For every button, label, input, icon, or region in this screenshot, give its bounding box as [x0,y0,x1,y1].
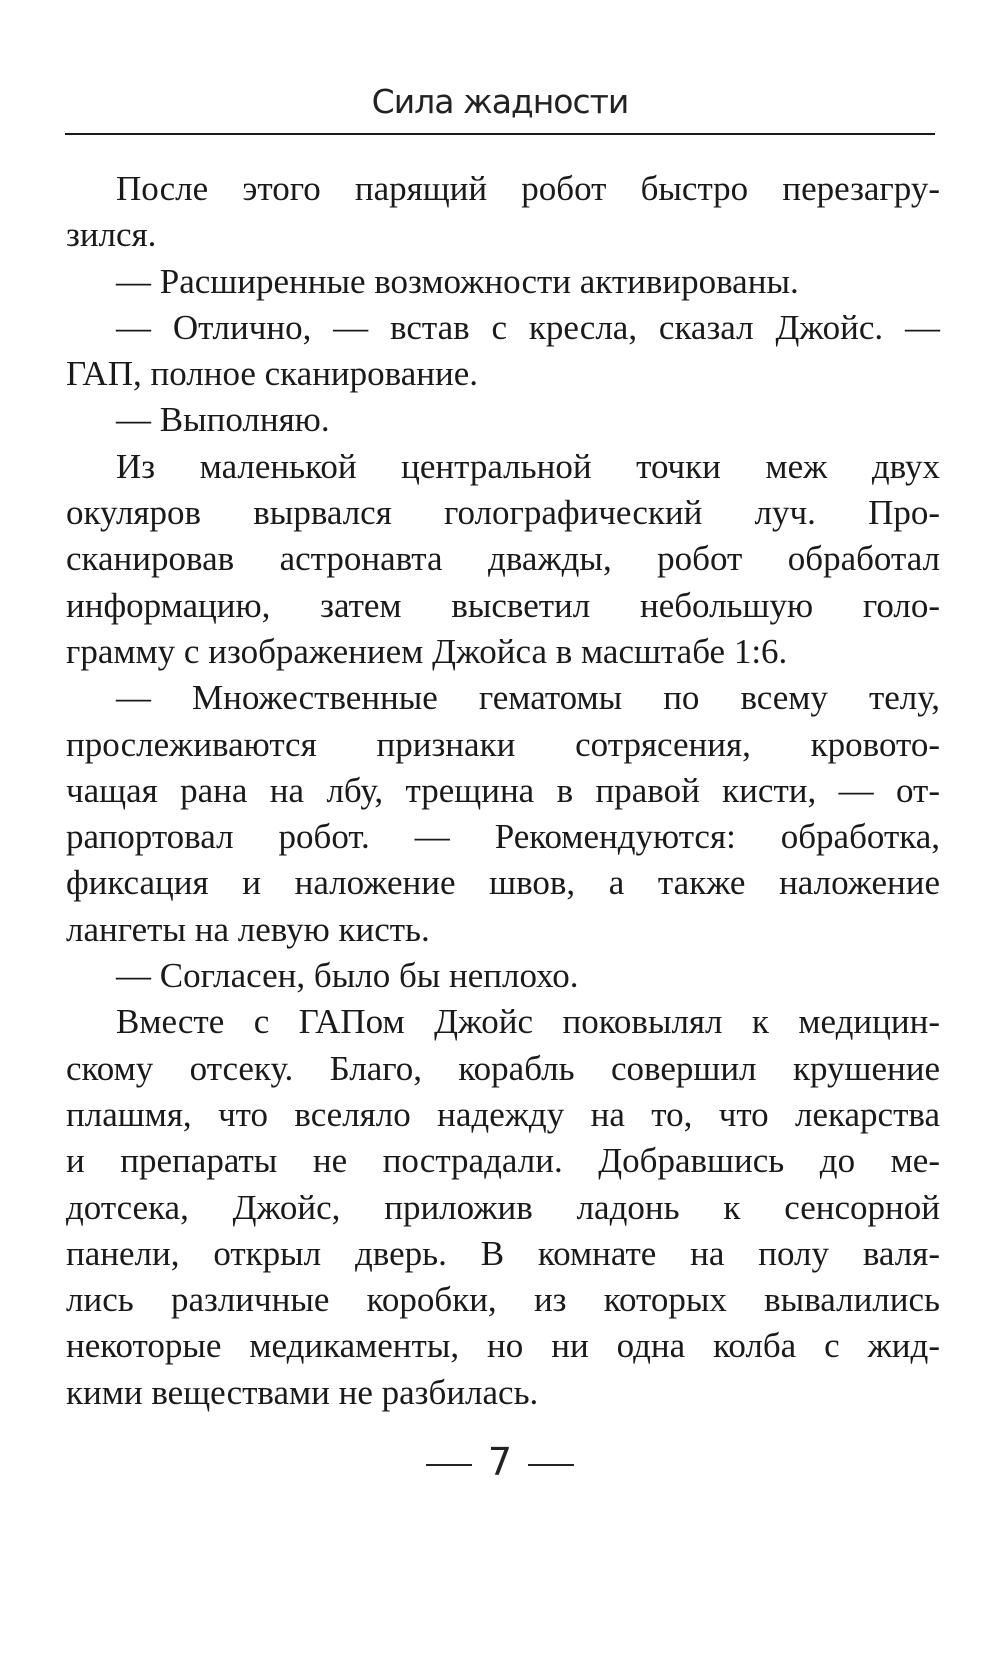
text-line: — Расширенные возможности активированы. [116,261,799,301]
text-line: дотсека, Джойс, приложив ладонь к сенсорной [66,1187,940,1227]
text-line: Вместе с ГАПом Джойс поковылял к медицин- [116,1002,940,1042]
paragraph [66,166,940,259]
paragraph [66,444,940,675]
text-line: лись различные коробки, из которых вывалились [66,1280,940,1320]
text-line: скому отсеку. Благо, корабль совершил крушение [66,1048,940,1088]
text-line: — Согласен, было бы неплохо. [116,956,579,996]
folio-dash-right [528,1464,574,1466]
text-line: Из маленькой центральной точки меж двух [116,446,940,486]
page-number-footer [0,1440,1000,1484]
text-line: панели, открыл дверь. В комнате на полу валя- [66,1233,940,1273]
text-line: рапортовал робот. — Рекомендуются: обработка, [66,817,940,857]
text-line: — Множественные гематомы по всему телу, [116,678,940,718]
paragraph [66,305,940,398]
page-number: 7 [487,1440,513,1484]
text-line: зился. [66,215,157,255]
text-line: чащая рана на лбу, трещина в правой кисти, — от- [66,770,940,810]
text-line: лангеты на левую кисть. [66,909,430,949]
paragraph [66,999,940,1416]
text-line: окуляров вырвался голографический луч. Про- [66,493,940,533]
paragraph [66,397,940,443]
text-line: кими веществами не разбилась. [66,1372,539,1412]
text-line: — Отлично, — встав с кресла, сказал Джойс. — [116,307,940,347]
text-line: сканировав астронавта дважды, робот обработал [66,539,940,579]
text-line: и препараты не пострадали. Добравшись до ме- [66,1141,940,1181]
paragraph [66,259,940,305]
paragraph [66,953,940,999]
page-body-text [66,166,940,1416]
text-line: плашмя, что вселяло надежду на то, что лекарства [66,1094,940,1134]
text-line: некоторые медикаменты, но ни одна колба с жид- [66,1326,940,1366]
text-line: После этого парящий робот быстро перезагру- [116,169,940,208]
text-line: ГАП, полное сканирование. [66,354,479,394]
text-line: информацию, затем высветил небольшую голо- [66,585,940,625]
text-line: фиксация и наложение швов, а также наложение [66,863,940,903]
text-line: — Выполняю. [116,400,330,440]
running-head-title: Сила жадности [371,82,629,121]
text-line: грамму с изображением Джойса в масштабе 1:6. [66,631,788,671]
folio-dash-left [426,1464,472,1466]
text-line: прослеживаются признаки сотрясения, кровото- [66,724,940,764]
header-rule [65,133,935,135]
paragraph [66,675,940,953]
